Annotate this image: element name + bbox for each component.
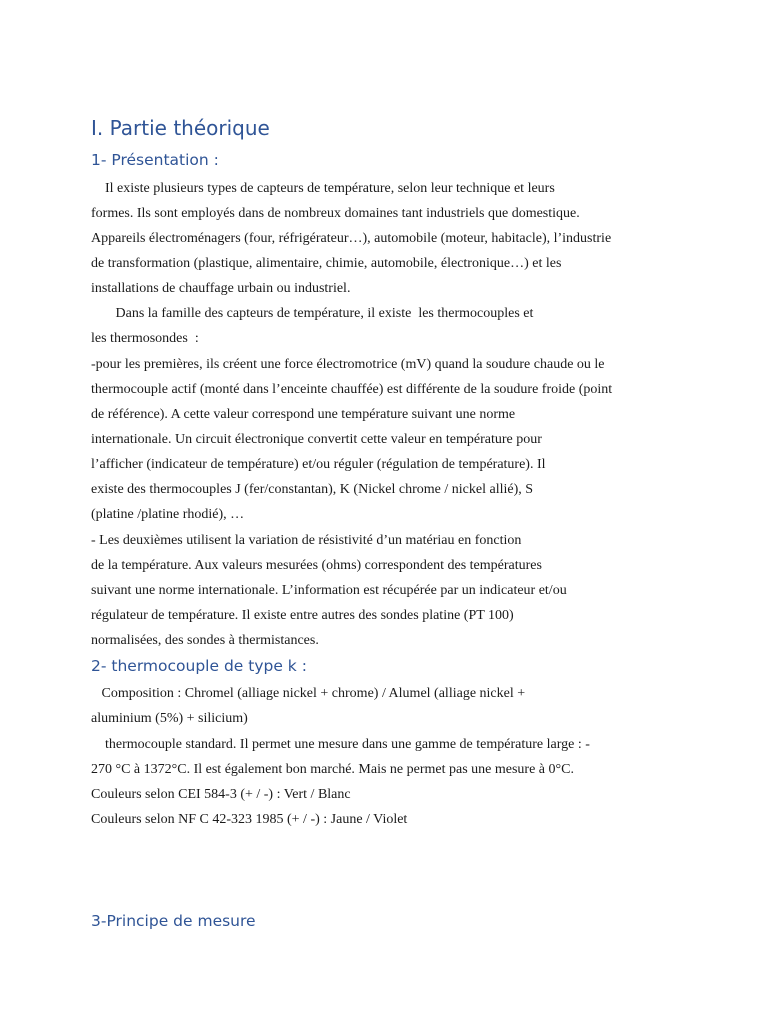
- paragraph-line: installations de chauffage urbain ou industriel.: [91, 281, 351, 296]
- heading-thermocouple: 2- thermocouple de type k :: [91, 657, 307, 675]
- paragraph-line: les thermosondes :: [91, 331, 199, 346]
- heading-presentation: 1- Présentation :: [91, 151, 219, 169]
- paragraph-line: thermocouple standard. Il permet une mesure dans une gamme de température large : -: [91, 737, 590, 752]
- paragraph-line: Il existe plusieurs types de capteurs de température, selon leur technique et leurs: [91, 181, 555, 196]
- paragraph-line: de transformation (plastique, alimentaire, chimie, automobile, électronique…) et les: [91, 256, 562, 271]
- section-title: I. Partie théorique: [91, 116, 270, 140]
- paragraph-line: 270 °C à 1372°C. Il est également bon marché. Mais ne permet pas une mesure à 0°C.: [91, 762, 574, 777]
- paragraph-line: régulateur de température. Il existe entre autres des sondes platine (PT 100): [91, 608, 514, 623]
- paragraph-line: existe des thermocouples J (fer/constantan), K (Nickel chrome / nickel allié), S: [91, 482, 534, 497]
- paragraph-line: de la température. Aux valeurs mesurées (ohms) correspondent des températures: [91, 558, 542, 573]
- paragraph-line: internationale. Un circuit électronique convertit cette valeur en température pour: [91, 432, 542, 447]
- paragraph-line: Dans la famille des capteurs de température, il existe les thermocouples et: [91, 306, 534, 321]
- paragraph-line: l’afficher (indicateur de température) et/ou réguler (régulation de température). Il: [91, 457, 546, 472]
- paragraph-line: normalisées, des sondes à thermistances.: [91, 633, 319, 648]
- paragraph-line: -pour les premières, ils créent une force électromotrice (mV) quand la soudure chaude ou le: [91, 357, 605, 372]
- paragraph-line: formes. Ils sont employés dans de nombreux domaines tant industriels que domestique.: [91, 206, 580, 221]
- paragraph-line: de référence). A cette valeur correspond une température suivant une norme: [91, 407, 516, 422]
- paragraph-line: - Les deuxièmes utilisent la variation de résistivité d’un matériau en fonction: [91, 533, 522, 548]
- paragraph-line: Couleurs selon NF C 42-323 1985 (+ / -) : Jaune / Violet: [91, 812, 408, 827]
- paragraph-line: (platine /platine rhodié), …: [91, 507, 245, 522]
- heading-principe: 3-Principe de mesure: [91, 912, 256, 930]
- paragraph-line: Couleurs selon CEI 584-3 (+ / -) : Vert / Blanc: [91, 787, 351, 802]
- paragraph-line: thermocouple actif (monté dans l’enceinte chauffée) est différente de la soudure froide (point: [91, 382, 613, 397]
- paragraph-line: Composition : Chromel (alliage nickel + chrome) / Alumel (alliage nickel +: [91, 686, 526, 701]
- paragraph-line: aluminium (5%) + silicium): [91, 711, 248, 726]
- paragraph-line: suivant une norme internationale. L’information est récupérée par un indicateur et/ou: [91, 583, 567, 598]
- paragraph-line: Appareils électroménagers (four, réfrigérateur…), automobile (moteur, habitacle), l’industrie: [91, 231, 612, 246]
